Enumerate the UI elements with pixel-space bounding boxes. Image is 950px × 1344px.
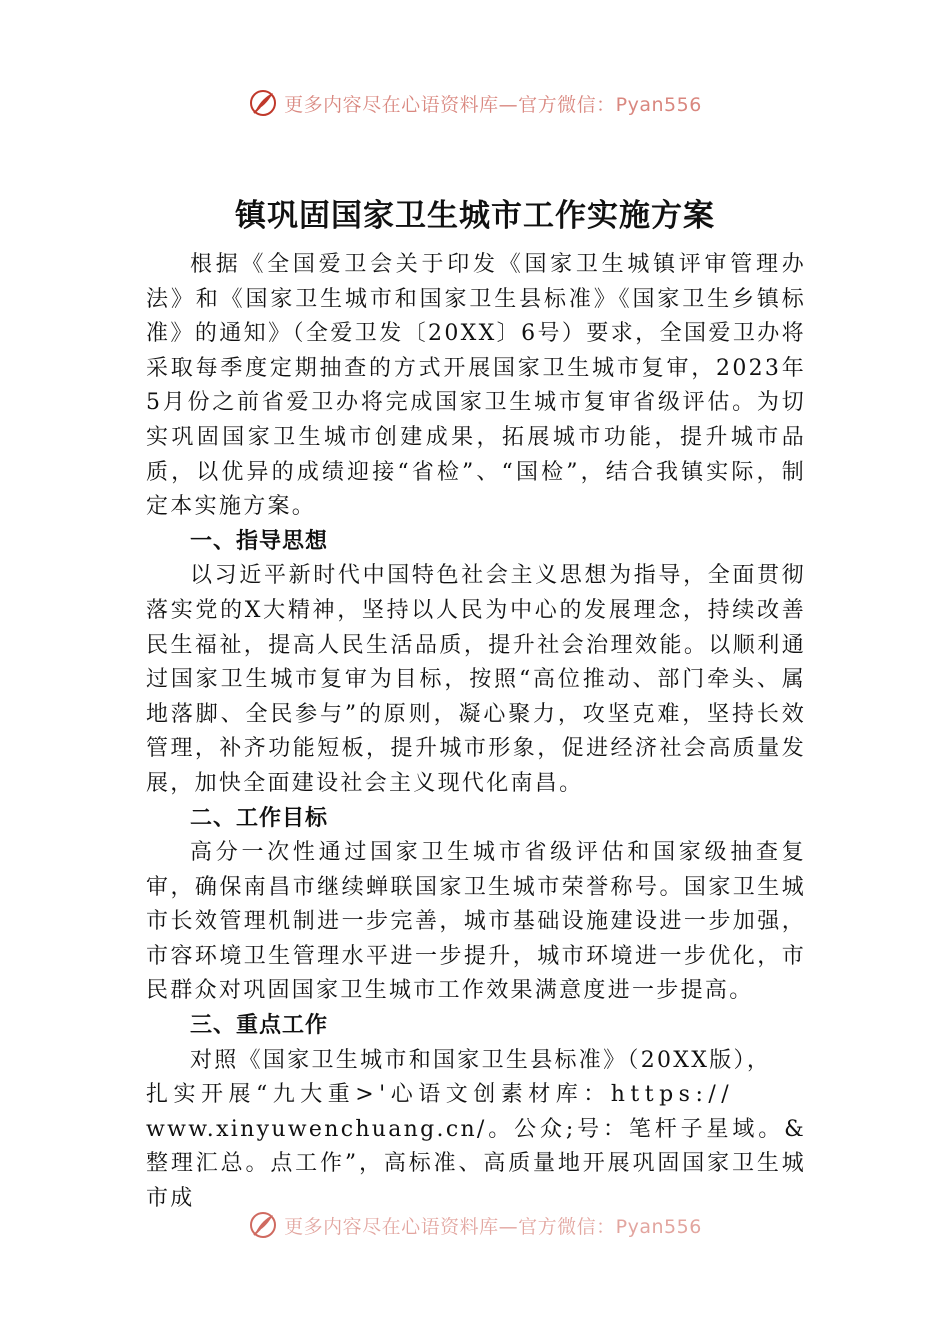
section-paragraph: www.xinyuwenchuang.cn/。公众;号：笔杆子星域。&整理汇总。点工作”，高标准、高质量地开展巩固国家卫生城市成 [146,1116,806,1212]
document-title: 镇巩固国家卫生城市工作实施方案 [235,198,715,234]
section-paragraph: 高分一次性通过国家卫生城市省级评估和国家级抽查复审，确保南昌市继续蝉联国家卫生城市荣誉称号。国家卫生城市长效管理机制进一步完善，城市基础设施建设进一步加强，市容环境卫生管理水平进一步提升，城市环境进一步优化，市民群众对巩固国家卫生城市工作效果满意度进一步提高。 [146,840,806,1004]
watermark-footer [0,1210,950,1240]
document-body [146,248,806,1217]
quill-logo-icon [248,1210,278,1240]
section-paragraph: 以习近平新时代中国特色社会主义思想为指导，全面贯彻落实党的X大精神，坚持以人民为中心的发展理念，持续改善民生福祉，提高人民生活品质，提升社会治理效能。以顺利通过国家卫生城市复审为目标，按照“高位推动、部门牵头、属地落脚、全民参与”的原则，凝心聚力，攻坚克难，坚持长效管理，补齐功能短板，提升城市形象，促进经济社会高质量发展，加快全面建设社会主义现代化南昌。 [146,563,806,796]
watermark-text: 更多内容尽在心语资料库—官方微信：Pyan556 [284,1215,702,1238]
section-heading: 一、指导思想 [190,528,329,554]
section-paragraph-line: 扎实开展“九大重>'心语文创素材库：https:// [146,1082,735,1108]
section-heading: 二、工作目标 [190,805,329,831]
watermark-header [0,88,950,118]
intro-paragraph: 根据《全国爱卫会关于印发《国家卫生城镇评审管理办法》和《国家卫生城市和国家卫生县标准》《国家卫生乡镇标准》的通知》（全爱卫发〔20XX〕6号）要求，全国爱卫办将采取每季度定期抽查的方式开展国家卫生城市复审，2023年5月份之前省爱卫办将完成国家卫生城市复审省级评估。为切实巩固国家卫生城市创建成果，拓展城市功能，提升城市品质，以优异的成绩迎接“省检”、“国检”，结合我镇实际，制定本实施方案。 [146,252,806,520]
section-paragraph-line: 对照《国家卫生城市和国家卫生县标准》（20XX版）， [190,1047,772,1073]
section-heading: 三、重点工作 [190,1013,329,1039]
watermark-text: 更多内容尽在心语资料库—官方微信：Pyan556 [284,93,702,116]
quill-logo-icon [248,88,278,118]
